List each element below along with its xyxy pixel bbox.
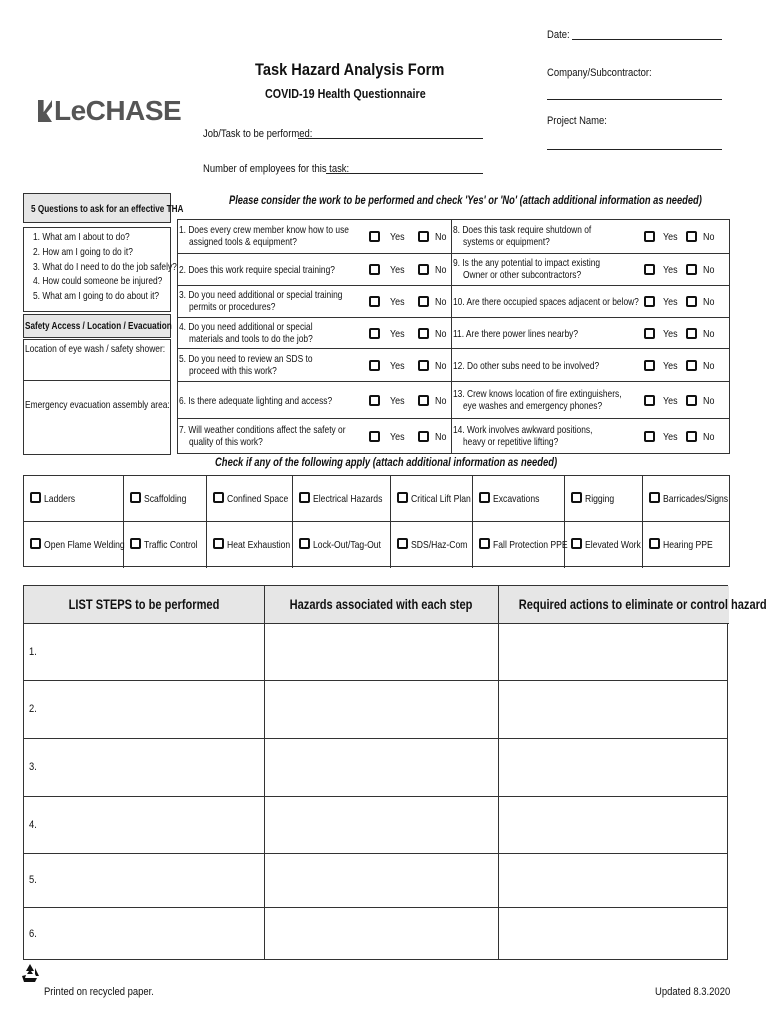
hazard-checkbox[interactable] xyxy=(479,492,490,503)
yes-checkbox[interactable] xyxy=(644,395,655,406)
no-label: No xyxy=(435,359,447,372)
hazard-label: Lock-Out/Tag-Out xyxy=(313,539,381,551)
recycled-note: Printed on recycled paper. xyxy=(44,986,154,998)
question-text: systems or equipment? xyxy=(463,235,550,248)
hazard-checkbox[interactable] xyxy=(649,538,660,549)
recycle-icon xyxy=(19,962,41,984)
hazard-option[interactable] xyxy=(124,522,207,568)
yes-label: Yes xyxy=(390,327,405,340)
logo-icon xyxy=(38,100,52,122)
question-text: 5. Do you need to review an SDS to xyxy=(179,352,313,365)
yes-label: Yes xyxy=(663,359,678,372)
yes-label: Yes xyxy=(663,296,678,308)
job-task-field[interactable] xyxy=(298,138,483,139)
step-number: 4. xyxy=(29,818,37,831)
hazard-checkbox[interactable] xyxy=(213,492,224,503)
hazard-checkbox[interactable] xyxy=(30,538,41,549)
steps-header-col2: Hazards associated with each step xyxy=(264,586,498,624)
step-number: 3. xyxy=(29,761,37,773)
page-subtitle: COVID-19 Health Questionnaire xyxy=(265,87,426,101)
yes-checkbox[interactable] xyxy=(369,431,380,442)
hazard-option[interactable] xyxy=(565,522,643,568)
yes-checkbox[interactable] xyxy=(369,328,380,339)
question-text: eye washes and emergency phones? xyxy=(463,399,603,412)
eyewash-label[interactable]: Location of eye wash / safety shower: xyxy=(25,343,166,355)
no-checkbox[interactable] xyxy=(418,360,429,371)
question-text: 10. Are there occupied spaces adjacent or below? xyxy=(453,296,639,308)
step-number: 2. xyxy=(29,703,37,715)
no-label: No xyxy=(435,264,447,276)
step-row[interactable] xyxy=(24,739,727,797)
updated-date: Updated 8.3.2020 xyxy=(655,986,731,998)
hazard-checklist xyxy=(23,475,730,567)
five-questions-box xyxy=(23,227,177,312)
hazard-option[interactable] xyxy=(473,522,568,568)
step-number: 5. xyxy=(29,874,37,886)
yes-checkbox[interactable] xyxy=(369,264,380,275)
yes-label: Yes xyxy=(663,327,678,340)
yes-checkbox[interactable] xyxy=(644,360,655,371)
yes-checkbox[interactable] xyxy=(644,264,655,275)
hazard-option[interactable] xyxy=(24,476,124,522)
yes-checkbox[interactable] xyxy=(369,231,380,242)
question-item: 4. How could someone be injured? xyxy=(33,275,163,287)
hazard-option[interactable] xyxy=(207,522,293,568)
hazard-option[interactable] xyxy=(473,476,565,522)
no-checkbox[interactable] xyxy=(418,328,429,339)
no-label: No xyxy=(703,264,715,276)
question-item: 3. What do I need to do the job safely? xyxy=(33,261,177,273)
question-text: proceed with this work? xyxy=(189,364,277,377)
question-item: 5. What am I going to do about it? xyxy=(33,290,160,302)
question-item: 2. How am I going to do it? xyxy=(33,246,133,258)
no-label: No xyxy=(703,430,715,443)
question-item: 1. What am I about to do? xyxy=(33,231,130,243)
step-row[interactable] xyxy=(24,797,727,854)
yes-label: Yes xyxy=(390,230,405,243)
question-text: quality of this work? xyxy=(189,435,263,448)
hazard-label: Fall Protection PPE xyxy=(493,539,568,551)
questions-heading: 5 Questions to ask for an effective THA xyxy=(31,203,184,215)
hazard-label: Electrical Hazards xyxy=(313,493,383,505)
no-checkbox[interactable] xyxy=(418,264,429,275)
yes-checkbox[interactable] xyxy=(644,328,655,339)
yes-checkbox[interactable] xyxy=(369,360,380,371)
questions-heading-box xyxy=(23,193,184,223)
no-checkbox[interactable] xyxy=(418,395,429,406)
no-label: No xyxy=(703,296,715,308)
steps-header-col1: LIST STEPS to be performed xyxy=(24,586,264,624)
hazard-checkbox[interactable] xyxy=(213,538,224,549)
no-checkbox[interactable] xyxy=(686,431,697,442)
hazard-checkbox[interactable] xyxy=(130,492,141,503)
project-field[interactable] xyxy=(547,149,722,150)
hazard-option[interactable] xyxy=(124,476,207,522)
hazard-label: Ladders xyxy=(44,493,76,505)
steps-header-col3: Required actions to eliminate or control hazard xyxy=(498,586,729,624)
hazard-label: Elevated Work xyxy=(585,539,641,551)
yes-label: Yes xyxy=(663,264,678,276)
no-checkbox[interactable] xyxy=(686,264,697,275)
no-label: No xyxy=(703,394,715,407)
steps-table xyxy=(23,585,767,960)
hazard-checkbox[interactable] xyxy=(649,492,660,503)
no-label: No xyxy=(435,430,447,443)
yes-checkbox[interactable] xyxy=(644,296,655,307)
yes-checkbox[interactable] xyxy=(644,431,655,442)
step-number: 6. xyxy=(29,927,37,940)
no-checkbox[interactable] xyxy=(686,231,697,242)
hazard-label: Barricades/Signs xyxy=(663,493,729,505)
no-label: No xyxy=(703,359,715,372)
no-label: No xyxy=(435,327,447,340)
yes-checkbox[interactable] xyxy=(644,231,655,242)
no-label: No xyxy=(435,230,447,243)
yes-label: Yes xyxy=(663,394,678,407)
question-text: 2. Does this work require special training? xyxy=(179,264,335,276)
no-label: No xyxy=(435,296,447,308)
hazard-checkbox[interactable] xyxy=(397,492,408,503)
hazard-option[interactable] xyxy=(207,476,293,522)
question-text: 7. Will weather conditions affect the safety or xyxy=(179,423,346,436)
hazard-label: Heat Exhaustion xyxy=(227,539,291,551)
no-label: No xyxy=(703,327,715,340)
hazard-checkbox[interactable] xyxy=(571,492,582,503)
question-text: permits or procedures? xyxy=(189,301,276,313)
hazard-option[interactable] xyxy=(293,522,391,568)
step-row[interactable] xyxy=(24,681,727,739)
hazard-option[interactable] xyxy=(391,522,473,568)
hazards-heading: Check if any of the following apply (attach additional information as needed) xyxy=(215,457,558,469)
hazard-label: Rigging xyxy=(585,493,615,505)
employees-label: Number of employees for this task: xyxy=(203,163,350,175)
date-label: Date: xyxy=(547,29,570,41)
question-text: 8. Does this task require shutdown of xyxy=(453,223,592,236)
question-text: 13. Crew knows location of fire extinguishers, xyxy=(453,387,622,400)
no-label: No xyxy=(703,230,715,243)
question-text: 9. Is the any potential to impact existing xyxy=(453,257,601,269)
safety-heading: Safety Access / Location / Evacuation xyxy=(25,320,172,332)
yes-label: Yes xyxy=(663,430,678,443)
hazard-checkbox[interactable] xyxy=(299,538,310,549)
step-number: 1. xyxy=(29,645,37,658)
no-checkbox[interactable] xyxy=(418,431,429,442)
yes-label: Yes xyxy=(390,359,405,372)
no-label: No xyxy=(435,394,447,407)
hazard-label: Open Flame Welding xyxy=(44,539,125,551)
step-row[interactable] xyxy=(24,854,727,908)
step-row[interactable] xyxy=(24,624,727,681)
yes-checkbox[interactable] xyxy=(369,296,380,307)
question-text: 11. Are there power lines nearby? xyxy=(453,327,578,340)
hazard-label: SDS/Haz-Com xyxy=(411,539,468,551)
yes-label: Yes xyxy=(390,296,405,308)
hazard-label: Critical Lift Plan xyxy=(411,493,471,505)
question-text: 14. Work involves awkward positions, xyxy=(453,423,593,436)
hazard-checkbox[interactable] xyxy=(397,538,408,549)
hazard-checkbox[interactable] xyxy=(30,492,41,503)
hazard-option[interactable] xyxy=(643,522,731,568)
hazard-label: Hearing PPE xyxy=(663,539,713,551)
hazard-option[interactable] xyxy=(293,476,391,522)
question-text: 3. Do you need additional or special training xyxy=(179,289,343,301)
employees-field[interactable] xyxy=(326,173,483,174)
company-label: Company/Subcontractor: xyxy=(547,67,652,79)
hazard-checkbox[interactable] xyxy=(479,538,490,549)
yes-label: Yes xyxy=(663,230,678,243)
hazard-checkbox[interactable] xyxy=(130,538,141,549)
question-text: Owner or other subcontractors? xyxy=(463,269,582,281)
hazard-label: Traffic Control xyxy=(144,539,198,551)
hazard-label: Confined Space xyxy=(227,493,289,505)
hazard-option[interactable] xyxy=(391,476,473,522)
job-task-label: Job/Task to be performed: xyxy=(203,128,313,140)
hazard-checkbox[interactable] xyxy=(299,492,310,503)
company-field[interactable] xyxy=(547,99,722,100)
page-title: Task Hazard Analysis Form xyxy=(255,60,445,79)
hazard-option[interactable] xyxy=(643,476,731,522)
hazard-label: Scaffolding xyxy=(144,493,187,505)
company-logo: LeCHASE xyxy=(38,95,181,127)
yes-label: Yes xyxy=(390,394,405,407)
no-checkbox[interactable] xyxy=(418,296,429,307)
hazard-checkbox[interactable] xyxy=(571,538,582,549)
question-text: 6. Is there adequate lighting and access? xyxy=(179,394,333,407)
safety-heading-box xyxy=(23,314,171,338)
no-checkbox[interactable] xyxy=(418,231,429,242)
yes-label: Yes xyxy=(390,264,405,276)
hazard-option[interactable] xyxy=(24,522,124,568)
project-label: Project Name: xyxy=(547,115,607,127)
hazard-label: Excavations xyxy=(493,493,540,505)
question-text: materials and tools to do the job? xyxy=(189,332,313,345)
yes-label: Yes xyxy=(390,430,405,443)
safety-divider xyxy=(24,380,170,381)
safety-info-box xyxy=(23,339,171,455)
no-checkbox[interactable] xyxy=(686,328,697,339)
step-row[interactable] xyxy=(24,908,727,961)
question-text: 1. Does every crew member know how to use xyxy=(179,223,349,236)
no-checkbox[interactable] xyxy=(686,360,697,371)
question-text: 12. Do other subs need to be involved? xyxy=(453,359,600,372)
question-text: 4. Do you need additional or special xyxy=(179,320,313,333)
evacuation-label[interactable]: Emergency evacuation assembly area: xyxy=(25,399,170,411)
questionnaire-instruction: Please consider the work to be performed and check 'Yes' or 'No' (attach additional information as needed) xyxy=(229,195,702,207)
hazard-option[interactable] xyxy=(565,476,643,522)
no-checkbox[interactable] xyxy=(686,296,697,307)
question-text: assigned tools & equipment? xyxy=(189,235,297,248)
date-field[interactable] xyxy=(572,39,722,40)
question-text: heavy or repetitive lifting? xyxy=(463,435,559,448)
yes-checkbox[interactable] xyxy=(369,395,380,406)
no-checkbox[interactable] xyxy=(686,395,697,406)
